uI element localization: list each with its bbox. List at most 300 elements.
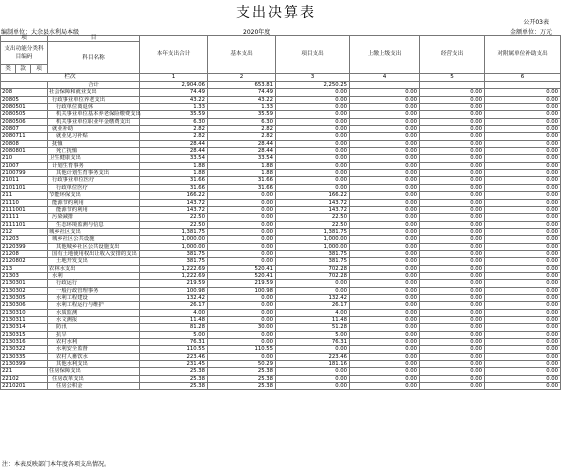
table-row (1, 221, 561, 228)
cell-basic: 28.44 (208, 140, 276, 147)
row-name: 污染减排 (48, 214, 140, 221)
header-basic: 基本支出 (208, 36, 276, 74)
expenditure-table (0, 35, 561, 390)
cell-basic: 0.00 (208, 339, 276, 346)
cell-sub: 0.00 (485, 96, 561, 103)
cell-project: 0.00 (276, 140, 350, 147)
cell-project: 22.50 (276, 214, 350, 221)
cell-total: 11.48 (140, 317, 208, 324)
report-title: 支出决算表 (236, 5, 316, 21)
cell-sub: 0.00 (485, 361, 561, 368)
table-row (1, 104, 561, 111)
table-row (1, 118, 561, 125)
cell-biz: 0.00 (420, 162, 485, 169)
cell-biz: 0.00 (420, 353, 485, 360)
cell-total: 2.82 (140, 133, 208, 140)
header-upper: 上缴上级支出 (350, 36, 420, 74)
row-name: 机关事业单位基本养老保险缴费支出 (48, 111, 140, 118)
cell-total: 219.59 (140, 280, 208, 287)
cell-total: 381.75 (140, 258, 208, 265)
cell-biz: 0.00 (420, 199, 485, 206)
cell-total: 1,000.00 (140, 243, 208, 250)
cell-biz: 0.00 (420, 118, 485, 125)
row-name: 行政运行 (48, 280, 140, 287)
cell-upper: 0.00 (350, 192, 420, 199)
cell-biz: 0.00 (420, 287, 485, 294)
cell-project: 0.00 (276, 280, 350, 287)
cell-upper: 0.00 (350, 177, 420, 184)
cell-upper: 0.00 (350, 111, 420, 118)
cell-biz: 0.00 (420, 155, 485, 162)
row-name: 行政单位医疗 (48, 184, 140, 191)
row-code: 2210201 (1, 383, 48, 390)
money-unit: 金额单位：万元 (509, 29, 552, 36)
cell-project: 11.48 (276, 317, 350, 324)
cell-biz: 0.00 (420, 309, 485, 316)
cell-upper: 0.00 (350, 361, 420, 368)
row-name: 农村水利 (48, 339, 140, 346)
cell-upper: 0.00 (350, 339, 420, 346)
cell-upper: 0.00 (350, 184, 420, 191)
cell-sub: 0.00 (485, 162, 561, 169)
cell-basic: 0.00 (208, 250, 276, 257)
cell-basic: 0.00 (208, 294, 276, 301)
cell-project: 1,000.00 (276, 243, 350, 250)
table-row (1, 192, 561, 199)
cell-upper: 0.00 (350, 368, 420, 375)
table-row (1, 331, 561, 338)
cell-total: 110.55 (140, 346, 208, 353)
cell-biz: 0.00 (420, 302, 485, 309)
cell-biz: 0.00 (420, 206, 485, 213)
cell-basic: 110.55 (208, 346, 276, 353)
table-row (1, 148, 561, 155)
table-row (1, 236, 561, 243)
cell-biz: 0.00 (420, 133, 485, 140)
cell-sub: 0.00 (485, 339, 561, 346)
header-name: 科目名称 (48, 42, 140, 74)
cell-sub: 0.00 (485, 133, 561, 140)
table-row (1, 324, 561, 331)
row-name: 水文测报 (48, 317, 140, 324)
row-code: 2130399 (1, 361, 48, 368)
row-name: 一般行政管理事务 (48, 287, 140, 294)
row-code: 2130302 (1, 287, 48, 294)
cell-project: 181.16 (276, 361, 350, 368)
cell-biz: 0.00 (420, 96, 485, 103)
header-biz: 经营支出 (420, 36, 485, 74)
cell-total: 381.75 (140, 250, 208, 257)
cell-upper: 0.00 (350, 228, 420, 235)
cell-total: 5.00 (140, 331, 208, 338)
table-row (1, 383, 561, 390)
cell-total: 31.66 (140, 184, 208, 191)
cell-sub: 0.00 (485, 89, 561, 96)
row-code: 2130335 (1, 353, 48, 360)
cell-basic: 0.00 (208, 302, 276, 309)
row-code: 22102 (1, 375, 48, 382)
row-name: 机关事业单位职业年金缴费支出 (48, 118, 140, 125)
table-row (1, 294, 561, 301)
cell-sub: 0.00 (485, 258, 561, 265)
row-code: 213 (1, 265, 48, 272)
table-row (1, 368, 561, 375)
table-row (1, 199, 561, 206)
cell-project: 381.75 (276, 250, 350, 257)
cell-biz: 0.00 (420, 280, 485, 287)
cell-basic: 28.44 (208, 148, 276, 155)
cell-project: 381.75 (276, 258, 350, 265)
row-code: 2130315 (1, 331, 48, 338)
cell-upper: 0.00 (350, 170, 420, 177)
cell-upper: 0.00 (350, 250, 420, 257)
row-code: 2130322 (1, 346, 48, 353)
row-name: 水利 (48, 272, 140, 279)
cell-biz: 0.00 (420, 317, 485, 324)
cell-biz: 0.00 (420, 221, 485, 228)
cell-sub: 0.00 (485, 177, 561, 184)
cell-upper: 0.00 (350, 118, 420, 125)
cell-biz: 0.00 (420, 140, 485, 147)
table-row (1, 265, 561, 272)
cell-total: 1,381.75 (140, 228, 208, 235)
cell-upper: 0.00 (350, 148, 420, 155)
cell-total: 1.88 (140, 162, 208, 169)
row-name: 其他城乡社区公共设施支出 (48, 243, 140, 250)
cell-biz: 0.00 (420, 258, 485, 265)
cell-sub: 0.00 (485, 118, 561, 125)
row-code: 21007 (1, 162, 48, 169)
cell-biz: 0.00 (420, 184, 485, 191)
cell-upper: 0.00 (350, 221, 420, 228)
cell-total: 4.00 (140, 309, 208, 316)
cell-biz: 0.00 (420, 324, 485, 331)
header-col3: 3 (276, 74, 350, 82)
cell-upper (350, 82, 420, 89)
row-code: 2130305 (1, 294, 48, 301)
cell-sub: 0.00 (485, 317, 561, 324)
cell-project: 0.00 (276, 287, 350, 294)
cell-total: 143.72 (140, 199, 208, 206)
row-name: 农村人畜饮水 (48, 353, 140, 360)
cell-sub: 0.00 (485, 148, 561, 155)
cell-basic: 0.00 (208, 243, 276, 250)
row-code: 20807 (1, 126, 48, 133)
cell-biz: 0.00 (420, 339, 485, 346)
row-code: 211 (1, 192, 48, 199)
header-col1: 1 (140, 74, 208, 82)
row-code: 2080505 (1, 111, 48, 118)
table-row (1, 170, 561, 177)
cell-sub: 0.00 (485, 111, 561, 118)
table-row (1, 82, 561, 89)
cell-upper: 0.00 (350, 331, 420, 338)
cell-project: 0.00 (276, 184, 350, 191)
row-name: 行政单位离退休 (48, 104, 140, 111)
cell-total: 33.54 (140, 155, 208, 162)
row-code: 2111001 (1, 206, 48, 213)
cell-biz: 0.00 (420, 111, 485, 118)
cell-project: 166.22 (276, 192, 350, 199)
cell-total: 25.38 (140, 368, 208, 375)
row-name: 卫生健康支出 (48, 155, 140, 162)
row-code: 21110 (1, 199, 48, 206)
row-code: 20808 (1, 140, 48, 147)
cell-upper: 0.00 (350, 265, 420, 272)
cell-basic: 2.82 (208, 126, 276, 133)
table-row (1, 353, 561, 360)
cell-basic: 43.22 (208, 96, 276, 103)
table-row (1, 177, 561, 184)
cell-upper: 0.00 (350, 162, 420, 169)
cell-sub: 0.00 (485, 221, 561, 228)
cell-project: 0.00 (276, 346, 350, 353)
cell-basic: 25.38 (208, 368, 276, 375)
row-code: 21111 (1, 214, 48, 221)
table-row (1, 126, 561, 133)
row-code: 2080801 (1, 148, 48, 155)
cell-total: 132.42 (140, 294, 208, 301)
row-name: 住房保障支出 (48, 368, 140, 375)
table-row (1, 361, 561, 368)
row-code: 2130311 (1, 317, 48, 324)
cell-biz: 0.00 (420, 361, 485, 368)
cell-project: 0.00 (276, 96, 350, 103)
table-row (1, 140, 561, 147)
cell-total: 74.49 (140, 89, 208, 96)
cell-sub: 0.00 (485, 375, 561, 382)
table-row (1, 302, 561, 309)
header-xiang2: 项 (31, 65, 48, 74)
row-code: 2101101 (1, 184, 48, 191)
cell-upper: 0.00 (350, 324, 420, 331)
cell-biz: 0.00 (420, 214, 485, 221)
cell-sub: 0.00 (485, 309, 561, 316)
row-name: 住房改革支出 (48, 375, 140, 382)
header-total: 本年支出合计 (140, 36, 208, 74)
table-row (1, 214, 561, 221)
cell-project: 2,250.25 (276, 82, 350, 89)
table-row (1, 228, 561, 235)
table-row (1, 346, 561, 353)
cell-total: 1.88 (140, 170, 208, 177)
cell-upper: 0.00 (350, 206, 420, 213)
cell-total: 2.82 (140, 126, 208, 133)
cell-basic: 2.82 (208, 133, 276, 140)
row-code: 210 (1, 155, 48, 162)
cell-project: 0.00 (276, 383, 350, 390)
cell-upper: 0.00 (350, 199, 420, 206)
cell-total: 31.66 (140, 177, 208, 184)
cell-biz: 0.00 (420, 89, 485, 96)
cell-upper: 0.00 (350, 353, 420, 360)
row-name: 水利工程建设 (48, 294, 140, 301)
cell-project: 5.00 (276, 331, 350, 338)
cell-sub: 0.00 (485, 287, 561, 294)
cell-sub: 0.00 (485, 199, 561, 206)
cell-sub: 0.00 (485, 236, 561, 243)
row-name: 土地开发支出 (48, 258, 140, 265)
cell-basic: 35.59 (208, 111, 276, 118)
cell-upper: 0.00 (350, 317, 420, 324)
cell-sub: 0.00 (485, 265, 561, 272)
cell-basic: 31.66 (208, 184, 276, 191)
row-name: 其他水利支出 (48, 361, 140, 368)
row-name: 抗旱 (48, 331, 140, 338)
cell-basic: 219.59 (208, 280, 276, 287)
cell-project: 0.00 (276, 368, 350, 375)
cell-project: 0.00 (276, 162, 350, 169)
cell-project: 702.28 (276, 272, 350, 279)
report-tag: 公开03表 (523, 19, 549, 26)
cell-project: 143.72 (276, 199, 350, 206)
row-name: 就业补助 (48, 126, 140, 133)
row-code: 2120399 (1, 243, 48, 250)
cell-upper: 0.00 (350, 272, 420, 279)
cell-total: 231.45 (140, 361, 208, 368)
cell-biz: 0.00 (420, 294, 485, 301)
cell-upper: 0.00 (350, 89, 420, 96)
cell-basic: 6.30 (208, 118, 276, 125)
row-name: 水质监测 (48, 309, 140, 316)
cell-sub: 0.00 (485, 331, 561, 338)
cell-biz: 0.00 (420, 126, 485, 133)
table-row (1, 272, 561, 279)
row-code: 2111101 (1, 221, 48, 228)
cell-biz: 0.00 (420, 192, 485, 199)
row-code: 21208 (1, 250, 48, 257)
cell-basic: 0.00 (208, 258, 276, 265)
cell-basic: 0.00 (208, 206, 276, 213)
cell-sub: 0.00 (485, 155, 561, 162)
cell-upper: 0.00 (350, 287, 420, 294)
cell-total: 28.44 (140, 148, 208, 155)
cell-biz: 0.00 (420, 383, 485, 390)
cell-upper: 0.00 (350, 280, 420, 287)
cell-upper: 0.00 (350, 133, 420, 140)
cell-basic: 0.00 (208, 199, 276, 206)
row-code: 21203 (1, 236, 48, 243)
cell-biz: 0.00 (420, 250, 485, 257)
cell-sub: 0.00 (485, 192, 561, 199)
table-row (1, 309, 561, 316)
cell-basic: 0.00 (208, 192, 276, 199)
cell-total: 143.72 (140, 206, 208, 213)
cell-sub: 0.00 (485, 243, 561, 250)
cell-upper: 0.00 (350, 309, 420, 316)
row-name: 行政事业单位养老支出 (48, 96, 140, 103)
row-name: 水利工程运行与维护 (48, 302, 140, 309)
cell-biz: 0.00 (420, 177, 485, 184)
cell-sub: 0.00 (485, 368, 561, 375)
cell-project: 143.72 (276, 206, 350, 213)
row-name: 水利安全监督 (48, 346, 140, 353)
cell-basic: 520.41 (208, 265, 276, 272)
table-row (1, 287, 561, 294)
cell-basic: 1.33 (208, 104, 276, 111)
cell-upper: 0.00 (350, 214, 420, 221)
header-code: 支出功能分类科目编码 (1, 42, 48, 65)
cell-project: 1,381.75 (276, 228, 350, 235)
row-code: 20805 (1, 96, 48, 103)
table-row (1, 250, 561, 257)
cell-basic: 100.98 (208, 287, 276, 294)
cell-biz: 0.00 (420, 170, 485, 177)
cell-project: 0.00 (276, 133, 350, 140)
cell-upper: 0.00 (350, 346, 420, 353)
cell-total: 1,222.69 (140, 265, 208, 272)
cell-sub: 0.00 (485, 140, 561, 147)
cell-biz: 0.00 (420, 236, 485, 243)
cell-total: 1.33 (140, 104, 208, 111)
cell-total: 6.30 (140, 118, 208, 125)
header-col4: 4 (350, 74, 420, 82)
cell-biz (420, 82, 485, 89)
table-row (1, 96, 561, 103)
row-code: 2100799 (1, 170, 48, 177)
cell-sub: 0.00 (485, 170, 561, 177)
cell-sub: 0.00 (485, 214, 561, 221)
cell-biz: 0.00 (420, 368, 485, 375)
cell-project: 0.00 (276, 155, 350, 162)
cell-total: 22.50 (140, 214, 208, 221)
row-code: 2130314 (1, 324, 48, 331)
cell-project: 0.00 (276, 111, 350, 118)
cell-project: 0.00 (276, 170, 350, 177)
cell-basic: 0.00 (208, 353, 276, 360)
cell-biz: 0.00 (420, 272, 485, 279)
header-lanci: 栏次 (1, 74, 140, 82)
cell-sub: 0.00 (485, 228, 561, 235)
cell-total: 22.50 (140, 221, 208, 228)
cell-project: 0.00 (276, 126, 350, 133)
cell-upper: 0.00 (350, 258, 420, 265)
table-row (1, 155, 561, 162)
header-lei: 类 (1, 65, 16, 74)
cell-basic: 0.00 (208, 317, 276, 324)
cell-upper: 0.00 (350, 375, 420, 382)
row-code: 221 (1, 368, 48, 375)
cell-sub: 0.00 (485, 280, 561, 287)
cell-basic: 0.00 (208, 236, 276, 243)
row-name: 能源节约利用 (48, 199, 140, 206)
header-project: 项目支出 (276, 36, 350, 74)
cell-sub (485, 82, 561, 89)
row-name: 城乡社区公共设施 (48, 236, 140, 243)
cell-basic: 0.00 (208, 214, 276, 221)
cell-total: 28.44 (140, 140, 208, 147)
cell-total: 25.38 (140, 375, 208, 382)
cell-total: 166.22 (140, 192, 208, 199)
row-code: 21011 (1, 177, 48, 184)
table-row (1, 280, 561, 287)
cell-basic: 25.38 (208, 375, 276, 382)
cell-total: 1,000.00 (140, 236, 208, 243)
cell-biz: 0.00 (420, 104, 485, 111)
row-code: 2130306 (1, 302, 48, 309)
header-col2: 2 (208, 74, 276, 82)
cell-project: 26.17 (276, 302, 350, 309)
row-code: 2080506 (1, 118, 48, 125)
table-row (1, 375, 561, 382)
cell-biz: 0.00 (420, 265, 485, 272)
row-name: 其他计划生育事务支出 (48, 170, 140, 177)
cell-sub: 0.00 (485, 206, 561, 213)
footnote: 注：本表反映部门本年度各项支出情况。 (2, 461, 111, 468)
header-col5: 5 (420, 74, 485, 82)
expenditure-table-wrap (0, 35, 559, 390)
row-name: 农林水支出 (48, 265, 140, 272)
